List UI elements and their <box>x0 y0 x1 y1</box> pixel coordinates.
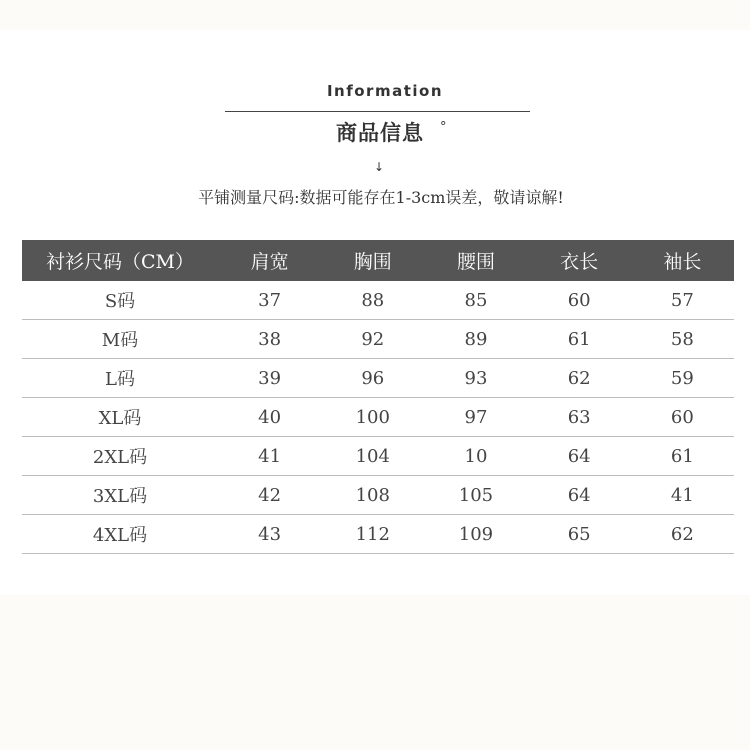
table-row <box>22 476 734 515</box>
cell-length: 60 <box>528 281 631 320</box>
cell-length: 64 <box>528 476 631 515</box>
cell-shoulder: 38 <box>218 320 321 359</box>
cell-sleeve: 61 <box>631 437 734 476</box>
cell-length: 61 <box>528 320 631 359</box>
title-english: Information <box>326 82 444 100</box>
cell-chest: 92 <box>321 320 424 359</box>
column-header-length: 衣长 <box>528 240 631 281</box>
cell-sleeve: 60 <box>631 398 734 437</box>
cell-size: M码 <box>22 320 218 359</box>
size-chart-table <box>22 240 734 554</box>
cell-waist: 10 <box>424 437 527 476</box>
cell-waist: 93 <box>424 359 527 398</box>
column-header-sleeve: 袖长 <box>631 240 734 281</box>
degree-mark-icon: ° <box>440 120 447 135</box>
cell-waist: 85 <box>424 281 527 320</box>
cell-size: 2XL码 <box>22 437 218 476</box>
table-row <box>22 320 734 359</box>
cell-waist: 97 <box>424 398 527 437</box>
table-row <box>22 398 734 437</box>
cell-size: L码 <box>22 359 218 398</box>
cell-sleeve: 62 <box>631 515 734 554</box>
title-chinese: 商品信息 <box>336 121 424 145</box>
title-divider <box>225 111 530 112</box>
cell-sleeve: 41 <box>631 476 734 515</box>
cell-length: 64 <box>528 437 631 476</box>
cell-chest: 108 <box>321 476 424 515</box>
cell-shoulder: 40 <box>218 398 321 437</box>
cell-size: S码 <box>22 281 218 320</box>
cell-shoulder: 42 <box>218 476 321 515</box>
cell-sleeve: 57 <box>631 281 734 320</box>
cell-waist: 89 <box>424 320 527 359</box>
cell-chest: 104 <box>321 437 424 476</box>
cell-length: 65 <box>528 515 631 554</box>
table-header-row <box>22 240 734 281</box>
table-row <box>22 515 734 554</box>
cell-shoulder: 41 <box>218 437 321 476</box>
cell-size: XL码 <box>22 398 218 437</box>
cell-shoulder: 37 <box>218 281 321 320</box>
cell-sleeve: 58 <box>631 320 734 359</box>
cell-size: 4XL码 <box>22 515 218 554</box>
cell-chest: 96 <box>321 359 424 398</box>
cell-length: 63 <box>528 398 631 437</box>
column-header-size: 衬衫尺码（CM） <box>22 240 218 281</box>
cell-size: 3XL码 <box>22 476 218 515</box>
column-header-waist: 腰围 <box>424 240 527 281</box>
table-row <box>22 359 734 398</box>
column-header-shoulder: 肩宽 <box>218 240 321 281</box>
cell-sleeve: 59 <box>631 359 734 398</box>
column-header-chest: 胸围 <box>321 240 424 281</box>
cell-waist: 105 <box>424 476 527 515</box>
cell-shoulder: 39 <box>218 359 321 398</box>
arrow-down-icon: ↓ <box>373 160 385 174</box>
cell-chest: 88 <box>321 281 424 320</box>
cell-chest: 100 <box>321 398 424 437</box>
table-row <box>22 281 734 320</box>
cell-shoulder: 43 <box>218 515 321 554</box>
cell-length: 62 <box>528 359 631 398</box>
measurement-note: 平铺测量尺码:数据可能存在1-3cm误差，敬请谅解! <box>198 188 564 207</box>
cell-waist: 109 <box>424 515 527 554</box>
table-row <box>22 437 734 476</box>
cell-chest: 112 <box>321 515 424 554</box>
